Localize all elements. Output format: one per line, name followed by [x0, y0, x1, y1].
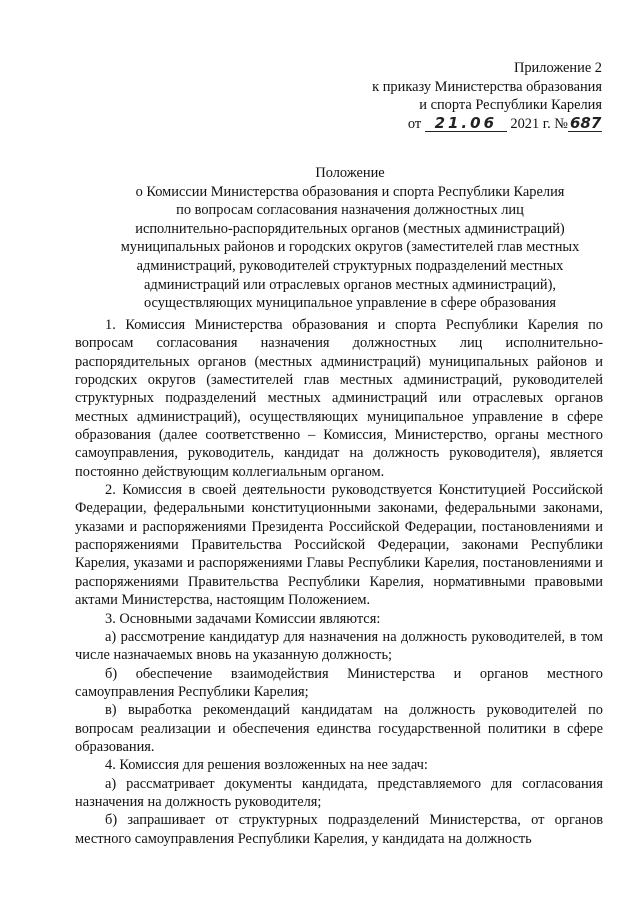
ministry-reference: и спорта Республики Карелия — [419, 97, 602, 114]
title-line: администраций, руководителей структурных подразделений местных — [136, 257, 564, 274]
date-prefix: от — [407, 115, 422, 132]
paragraph-1: 1. Комиссия Министерства образования и спорта Республики Карелия по вопросам согласования назначения должностных лиц исполнительно-распорядительных органов (местных администраций) муниципальных районов и городских округов (заместителей глав местных администраций, руководителей структурных подразделений местных администраций или отраслевых органов местных администраций), осуществляющих муниципальное управление в сфере образования (далее соответственно – Комиссия, Министерство, органы местного самоуправления, руководитель, кандидат на должность руководителя), является постоянно действующим коллегиальным органом. — [75, 317, 603, 480]
appendix-label: Приложение 2 — [513, 60, 602, 76]
title-heading: Положение — [315, 165, 385, 181]
appendix-block — [272, 59, 602, 133]
title-line: исполнительно-распорядительных органов (местных администраций) — [135, 220, 565, 237]
order-reference: к приказу Министерства образования — [372, 78, 602, 95]
paragraph-3a: а) рассмотрение кандидатур для назначения на должность руководителей, в том числе назначаемых вновь на указанную должность; — [75, 628, 603, 664]
title-line: о Комиссии Министерства образования и спорта Республики Карелия — [135, 183, 565, 200]
paragraph-3: 3. Основными задачами Комиссии являются: — [105, 610, 381, 627]
title-line: муниципальных районов и городских округов (заместителей глав местных — [120, 239, 580, 256]
document-title — [80, 164, 620, 313]
paragraph-4a: а) рассматривает документы кандидата, представляемого для согласования назначения на должность руководителя; — [75, 775, 603, 810]
paragraph-2: 2. Комиссия в своей деятельности руководствуется Конституцией Российской Федерации, федеральными конституционными законами, федеральными законами, указами и распоряжениями Президента Российской Федерации, постановлениями и распоряжениями Правительства Российской Федерации, законами Республики Карелия, указами и распоряжениями Главы Республики Карелия, постановлениями и распоряжениями Правительства Республики Карелия, нормативными правовыми актами Министерства, настоящим Положением. — [75, 482, 603, 609]
order-date-line — [272, 115, 602, 134]
year-text: 2021 г. № — [510, 115, 568, 132]
paragraph-4: 4. Комиссия для решения возложенных на нее задач: — [105, 757, 428, 774]
handwritten-number: 687 — [570, 113, 602, 132]
paragraph-3b: б) обеспечение взаимодействия Министерства и органов местного самоуправления Республики Карелия; — [75, 665, 603, 700]
handwritten-date: 21.06 — [425, 116, 507, 132]
title-line: осуществляющих муниципальное управление в сфере образования — [143, 295, 557, 312]
document-body — [75, 316, 603, 848]
title-line: по вопросам согласования назначения должностных лиц — [176, 202, 524, 219]
paragraph-4b: б) запрашивает от структурных подразделений Министерства, от органов местного самоуправления Республики Карелия, у кандидата на должность — [75, 812, 603, 847]
title-line: администраций или отраслевых органов местных администраций), — [143, 276, 556, 293]
paragraph-3c: в) выработка рекомендаций кандидатам на должность руководителей по вопросам реализации и обеспечения единства государственной политики в сфере образования. — [75, 702, 603, 755]
